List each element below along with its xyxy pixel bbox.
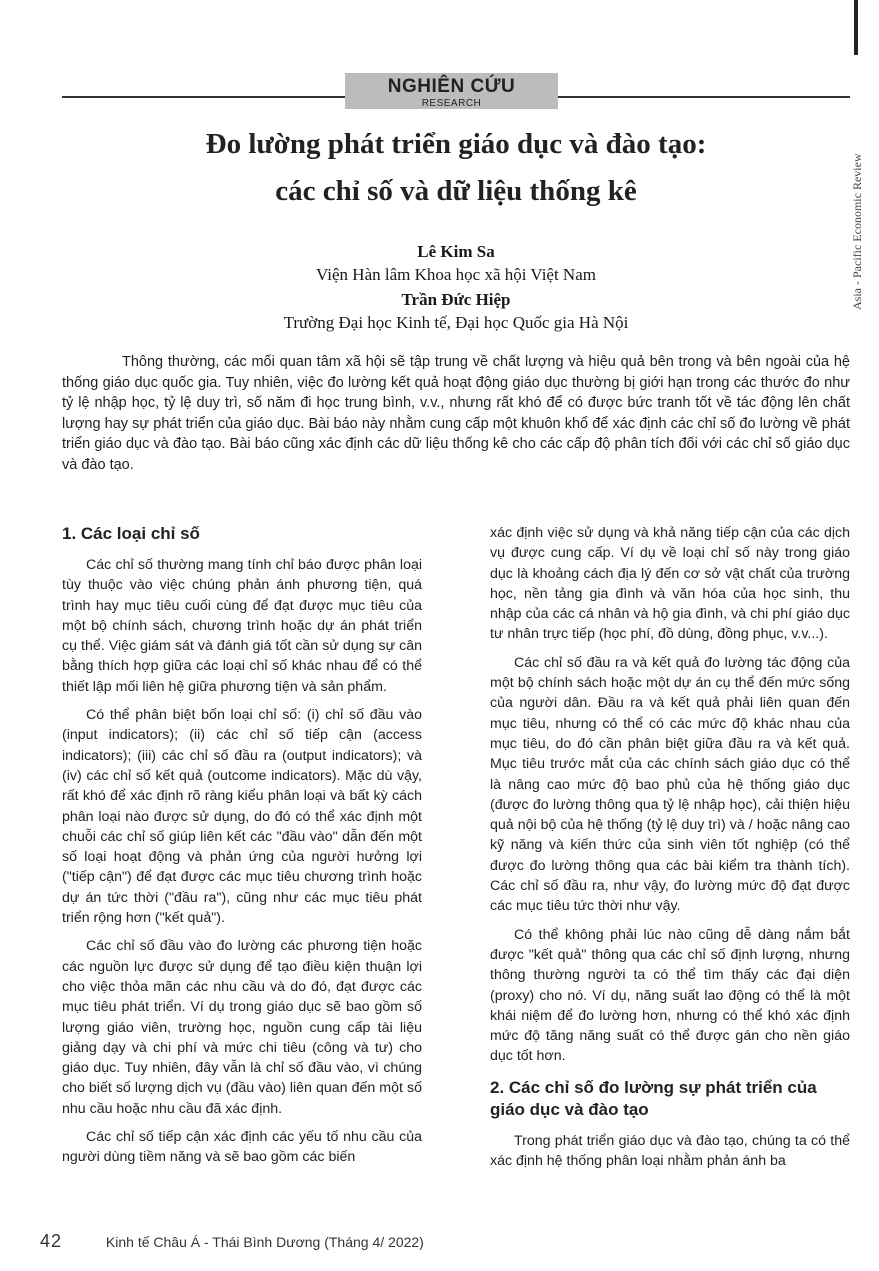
paragraph: xác định việc sử dụng và khả năng tiếp cận của các dịch vụ được cung cấp. Ví dụ về loại chỉ số này trong giáo dục là khoảng cách địa lý đến cơ sở vật chất của trường học, nền tảng gia đình và văn hóa của học sinh, thu nhập của các cá nhân và hộ gia đình, và chi phí giáo dục tư nhân trực tiếp (học phí, đồ dùng, đồng phục, v.v...).: [490, 525, 850, 643]
author-affiliation: Viện Hàn lâm Khoa học xã hội Việt Nam: [316, 265, 596, 284]
section-tag: [345, 73, 558, 109]
author-name: Lê Kim Sa: [417, 242, 495, 261]
section-1-heading: 1. Các loại chỉ số: [62, 524, 200, 543]
author-1: [62, 242, 850, 285]
paragraph: Các chỉ số đầu ra và kết quả đo lường tác động của một bộ chính sách hoặc một dự án cụ thể đến mức sống của người dân. Đầu ra và kết quả phải liên quan đến mục tiêu, nhưng có thể có các mức độ khác nhau của mục tiêu, do đó cần phân biệt giữa đầu ra và kết quả. Mục tiêu trước mắt của các chính sách giáo dục có thể là nâng cao mức độ bao phủ của hệ thống giáo dục (được đo lường thông qua tỷ lệ nhập học), cải thiện hiệu quả nội bộ của hệ thống (tỷ lệ duy trì) và / hoặc nâng cao kỹ năng và kiến thức của sinh viên tốt nghiệp (có thể được đo lường thông qua các bài kiểm tra thành tích). Các chỉ số đầu ra, như vậy, đo lường mức độ đạt được các mục tiêu tức thời như vậy.: [490, 654, 850, 915]
page-number: 42: [40, 1231, 63, 1251]
author-affiliation: Trường Đại học Kinh tế, Đại học Quốc gia Hà Nội: [283, 313, 629, 332]
corner-mark: [854, 0, 858, 55]
paragraph: Có thể phân biệt bốn loại chỉ số: (i) chỉ số đầu vào (input indicators); (ii) các chỉ số tiếp cận (access indicators); (iii) các chỉ số đầu ra (output indicators); và (iv) các chỉ số kết quả (outcome indicators). Mặc dù vậy, rất khó để xác định rõ ràng kiểu phân loại và bất kỳ cách phân loại nào được sử dụng, do đó có thể xác định một chuỗi các chỉ số giúp liên kết các "đầu vào" dẫn đến một số loại hoạt động và phản ứng của người hưởng lợi ("tiếp cận") để đạt được các mục tiêu chương trình hoặc dự án tức thời ("đầu ra"), cũng như các mục tiêu phát triển rộng hơn ("kết quả").: [62, 707, 422, 927]
paragraph: Các chỉ số thường mang tính chỉ báo được phân loại tùy thuộc vào việc chúng phản ánh phương tiện, quá trình hay mục tiêu cuối cùng để đạt được mục tiêu của một bộ chính sách, chương trình hoặc dự án phát triển cụ thể. Việc giám sát và đánh giá tốt cần sử dụng sự cân bằng thích hợp giữa các loại chỉ số khác nhau để có thể thiết lập mối liên hệ giữa phương tiện và sản phẩm.: [62, 557, 422, 695]
abstract: Thông thường, các mối quan tâm xã hội sẽ tập trung về chất lượng và hiệu quả bên trong và bên ngoài của hệ thống giáo dục quốc gia. Tuy nhiên, việc đo lường kết quả hoạt động giáo dục thường bị giới hạn trong các thước đo như tỷ lệ nhập học, tỷ lệ duy trì, số năm đi học trung bình, v.v., nhưng rất khó để có được bức tranh tốt về tác động lên chất lượng hay sự phát triển của giáo dục. Bài báo này nhằm cung cấp một khuôn khổ để xác định các chỉ số đo lường về phát triển giáo dục và đào tạo. Bài báo cũng xác định các dữ liệu thống kê cho các cấp độ phân tích đối với các chỉ số giáo dục và đào tạo.: [62, 354, 850, 473]
journal-side-label: Asia - Pacific Economic Review: [850, 153, 864, 310]
page-footer: [40, 1231, 840, 1252]
article-title-line1: Đo lường phát triển giáo dục và đào tạo:: [205, 128, 707, 160]
section-tag-title: NGHIÊN CỨU: [387, 76, 516, 97]
section-2-heading: 2. Các chỉ số đo lường sự phát triển của giáo dục và đào tạo: [490, 1077, 817, 1119]
paragraph: Các chỉ số tiếp cận xác định các yếu tố nhu cầu của người dùng tiềm năng và sẽ bao gồm các biến: [62, 1129, 422, 1166]
author-name: Trần Đức Hiệp: [401, 290, 511, 309]
left-column: [62, 523, 422, 1176]
journal-name: Kinh tế Châu Á - Thái Bình Dương (Tháng 4/ 2022): [105, 1234, 424, 1250]
paragraph: Các chỉ số đầu vào đo lường các phương tiện hoặc các nguồn lực được sử dụng để tạo điều kiện thuận lợi cho việc thỏa mãn các nhu cầu và do đó, đạt được các mục tiêu phát triển. Ví dụ trong giáo dục sẽ bao gồm số lượng giáo viên, trường học, nguồn cung cấp tài liệu giảng dạy và chi phí và mức chi tiêu (công và tư) cho giáo dục. Tuy nhiên, đây vẫn là chỉ số đầu vào, vì chúng cho biết số lượng dịch vụ (đầu vào) liên quan đến một số nhu cầu hoặc nhu cầu đã xác định.: [62, 938, 422, 1117]
article-title-line2: các chỉ số và dữ liệu thống kê: [275, 175, 637, 207]
right-column: [490, 523, 850, 1179]
section-tag-subtitle: RESEARCH: [421, 98, 482, 109]
paragraph: Trong phát triển giáo dục và đào tạo, chúng ta có thể xác định hệ thống phân loại nhằm phản ánh ba: [490, 1132, 850, 1170]
author-2: [62, 290, 850, 333]
paragraph: Có thể không phải lúc nào cũng dễ dàng nắm bắt được "kết quả" thông qua các chỉ số định lượng, nhưng thông thường người ta có thể tìm thấy các đại diện (proxy) cho nó. Ví dụ, năng suất lao động có thể là một khái niệm để đo lường hơn, nhưng có thể khó xác định mức độ tăng năng suất có thể được gán cho nền giáo dục tốt hơn.: [490, 926, 850, 1065]
